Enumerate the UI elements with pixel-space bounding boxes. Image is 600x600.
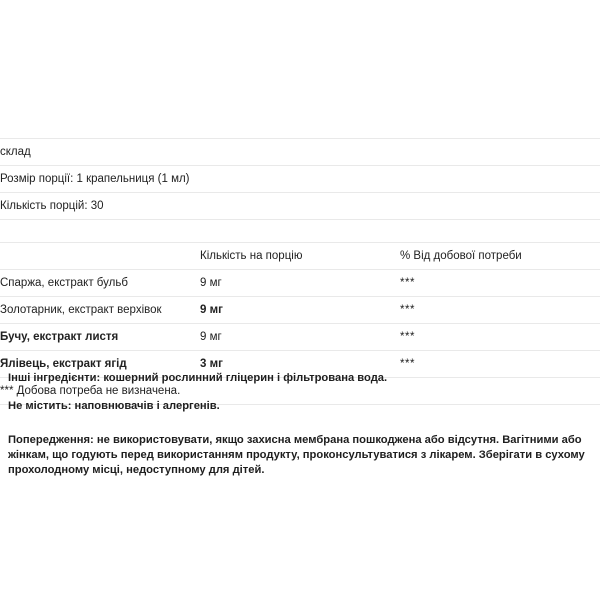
supplement-facts-title: склад <box>0 139 600 166</box>
serving-size-text: Розмір порції: 1 крапельниця (1 мл) <box>0 166 600 193</box>
ingredient-amount: 9 мг <box>200 270 400 297</box>
daily-value-footnote: *** Добова потреба не визначена. <box>0 378 600 405</box>
ingredient-name: Золотарник, екстракт верхівок <box>0 297 200 324</box>
table-row <box>0 297 600 324</box>
free-from-text: Не містить: наповнювачів і алергенів. <box>8 400 220 412</box>
table-row-serving-size <box>0 166 600 193</box>
warning-text: Попередження: не використовувати, якщо захисна мембрана пошкоджена або відсутня. Вагітними або жінкам, що годують перед використанням продукту, проконсультуватися з лікарем. Зберігати в сухому прохолодному місці, недоступному для дітей. <box>8 434 585 476</box>
ingredient-name: Бучу, екстракт листя <box>0 324 200 351</box>
spacer-cell-amount <box>200 220 400 243</box>
column-header-amount-per-serving: Кількість на порцію <box>200 243 400 270</box>
table-row <box>0 270 600 297</box>
table-header-row <box>0 243 600 270</box>
spacer-cell-name <box>0 220 200 243</box>
column-header-name <box>0 243 200 270</box>
ingredient-daily-value: *** <box>400 297 600 324</box>
ingredient-amount: 3 мг <box>200 351 400 378</box>
label-notes <box>8 371 592 478</box>
supplement-facts-panel <box>0 138 600 405</box>
spacer-cell-dv <box>400 220 600 243</box>
table-row-spacer <box>0 220 600 243</box>
table-row <box>0 324 600 351</box>
ingredient-amount: 9 мг <box>200 297 400 324</box>
ingredient-amount: 9 мг <box>200 324 400 351</box>
ingredient-daily-value: *** <box>400 324 600 351</box>
column-header-percent-daily-value: % Від добової потреби <box>400 243 600 270</box>
table-row-title <box>0 139 600 166</box>
ingredient-name: Ялівець, екстракт ягід <box>0 351 200 378</box>
supplement-facts-table <box>0 138 600 405</box>
table-row-servings-per-container <box>0 193 600 220</box>
ingredient-daily-value: *** <box>400 270 600 297</box>
other-ingredients-text: Інші інгредієнти: кошерний рослинний гліцерин і фільтрована вода. <box>8 372 388 384</box>
ingredient-name: Спаржа, екстракт бульб <box>0 270 200 297</box>
servings-per-container-text: Кількість порцій: 30 <box>0 193 600 220</box>
ingredient-daily-value: *** <box>400 351 600 378</box>
